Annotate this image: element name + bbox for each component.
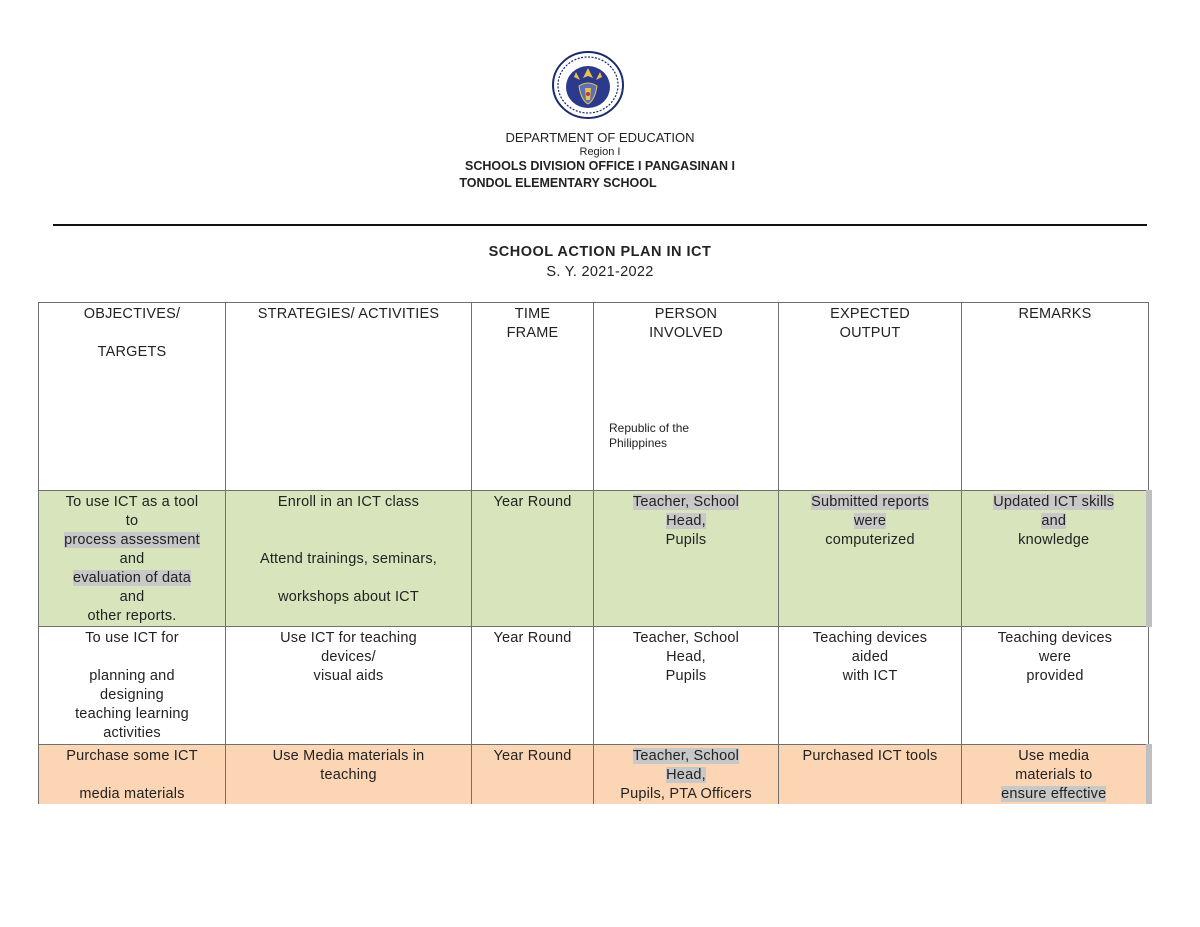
cell-person: Teacher, School Head, Pupils	[594, 627, 779, 745]
header-strategies: STRATEGIES/ ACTIVITIES	[226, 303, 472, 491]
cell-time-frame: Year Round	[472, 627, 594, 745]
department-name: DEPARTMENT OF EDUCATION	[505, 130, 695, 145]
table-row	[39, 627, 1149, 745]
school-year: S. Y. 2021-2022	[546, 264, 654, 280]
table-row	[39, 491, 1149, 627]
cell-person: Teacher, School Head, Pupils	[594, 491, 779, 627]
cell-objective: To use ICT for planning and designing teaching learning activities	[39, 627, 226, 745]
plan-title: SCHOOL ACTION PLAN IN ICT	[488, 244, 712, 260]
deped-seal-logo	[549, 50, 627, 120]
header-person-involved: PERSON INVOLVED	[594, 303, 779, 491]
cell-strategy: Use ICT for teaching devices/ visual aids	[226, 627, 472, 745]
header-time-frame: TIME FRAME	[472, 303, 594, 491]
cell-objective: To use ICT as a tool to process assessment and evaluation of data and other reports.	[39, 491, 226, 627]
cell-remarks: Use media materials to ensure effective	[962, 745, 1149, 805]
cell-output: Teaching devices aided with ICT	[779, 627, 962, 745]
cell-time-frame: Year Round	[472, 745, 594, 805]
cell-objective: Purchase some ICT media materials	[39, 745, 226, 805]
region-name: Region I	[579, 146, 621, 158]
cell-remarks: Teaching devices were provided	[962, 627, 1149, 745]
cell-remarks: Updated ICT skills and knowledge	[962, 491, 1149, 627]
header-divider	[53, 224, 1147, 226]
cell-output: Submitted reports were computerized	[779, 491, 962, 627]
header-expected-output: EXPECTED OUTPUT	[779, 303, 962, 491]
cell-strategy: Enroll in an ICT class Attend trainings, seminars, workshops about ICT	[226, 491, 472, 627]
cell-person: Teacher, School Head, Pupils, PTA Officers	[594, 745, 779, 805]
republic-note: Republic of the Philippines	[609, 421, 690, 450]
school-name: TONDOL ELEMENTARY SCHOOL	[459, 176, 657, 190]
header-objectives: OBJECTIVES/ TARGETS	[39, 303, 226, 491]
cell-time-frame: Year Round	[472, 491, 594, 627]
action-plan-table	[38, 302, 1152, 804]
header-remarks: REMARKS	[962, 303, 1149, 491]
table-header-row	[39, 303, 1149, 491]
division-name: SCHOOLS DIVISION OFFICE I PANGASINAN I	[465, 159, 735, 173]
cell-strategy: Use Media materials in teaching	[226, 745, 472, 805]
table-row	[39, 745, 1149, 805]
cell-output: Purchased ICT tools	[779, 745, 962, 805]
